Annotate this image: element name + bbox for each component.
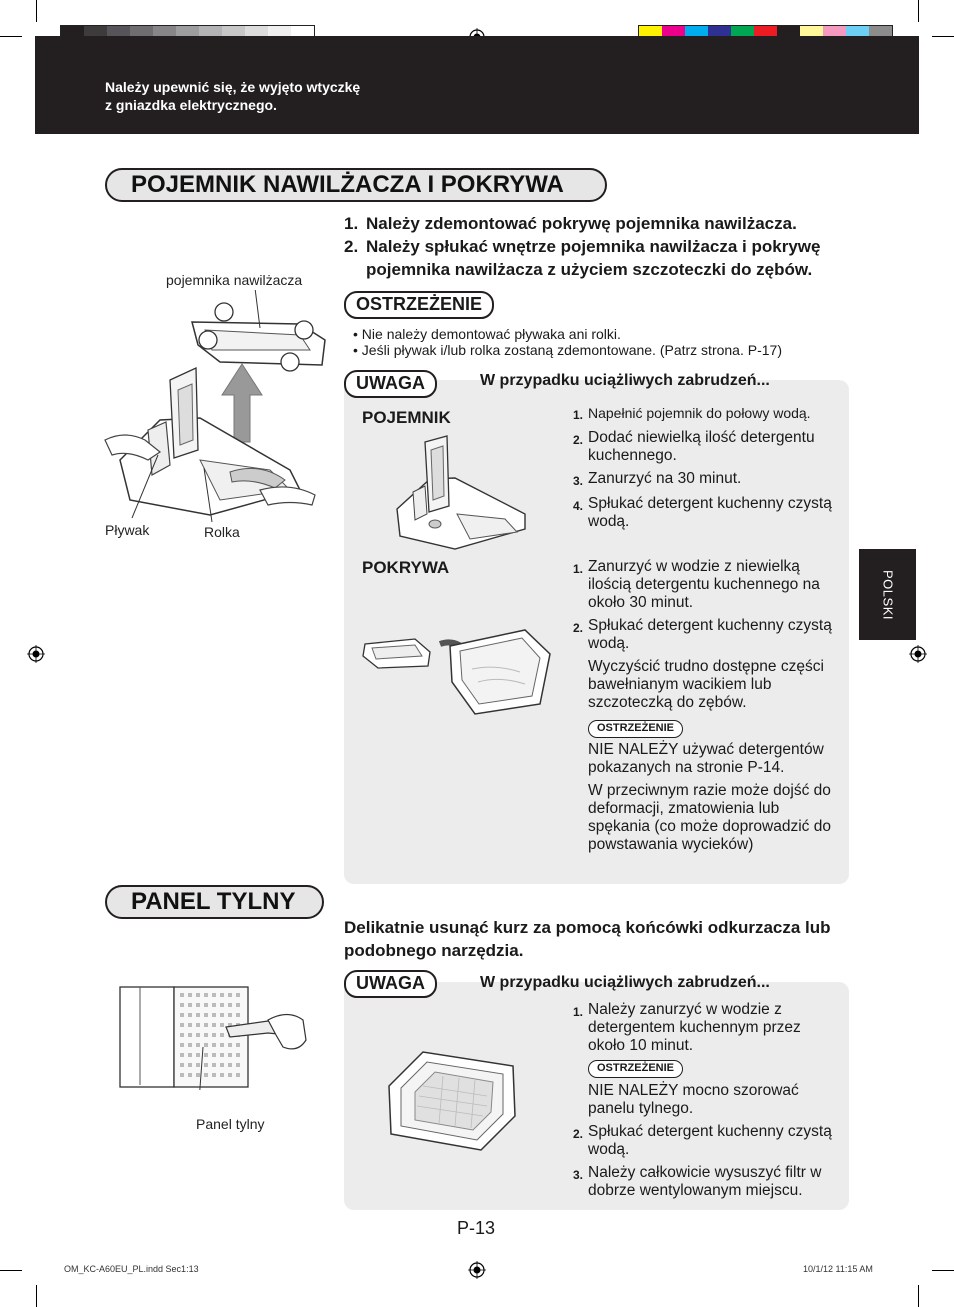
section-title-back-panel: PANEL TYLNY	[105, 885, 324, 919]
figure-label-roller: Rolka	[204, 524, 240, 540]
page-number: P-13	[457, 1218, 496, 1238]
top-warning-bar	[35, 36, 919, 134]
note-pill-back-panel: UWAGA	[344, 970, 437, 998]
cover-subheading: POKRYWA	[362, 558, 450, 577]
container-instructions: 1. Napełnić pojemnik do połowy wodą. 2. Dodać niewielką ilość detergentu kuchennego. 3. Zanurzyć na 30 minut. 4. Spłukać detergent kuchenny czystą wodą.	[573, 405, 832, 530]
container-steps: 1. Należy zdemontować pokrywę pojemnika nawilżacza. 2. Należy spłukać wnętrze pojemnika nawilżacza i pokrywę pojemnika nawilżacza z użyciem szczoteczki do zębów.	[344, 214, 821, 279]
section-title-container: POJEMNIK NAWILŻACZA I POKRYWA	[105, 168, 607, 202]
cover-warning-text: NIE NALEŻY używać detergentów pokazanych na stronie P-14. W przeciwnym razie może dojść do deformacji, zmatowienia lub spękania (co może doprowadzić do powstawania wycieków)	[588, 741, 831, 853]
crop-mark	[0, 1270, 22, 1271]
note-pill: UWAGA	[344, 370, 437, 398]
cover-instructions: 1. Zanurzyć w wodzie z niewielką ilością detergentu kuchennego na około 30 minut. 2. Spłukać detergent kuchenny czystą wodą. Wyczyścić trudno dostępne części bawełnianym wacikiem lub szczoteczką do zębów.	[573, 558, 832, 711]
figure-label-container: pojemnika nawilżacza	[166, 272, 303, 288]
crop-mark	[932, 36, 954, 37]
cover-soak-illustration	[360, 624, 555, 719]
figure-label-back-panel: Panel tylny	[196, 1116, 265, 1132]
crop-mark	[918, 0, 919, 22]
back-panel-soak-illustration	[383, 1046, 523, 1156]
footer-file-info: OM_KC-A60EU_PL.indd Sec1:13	[64, 1264, 199, 1274]
container-subheading: POJEMNIK	[362, 408, 451, 427]
back-panel-vacuum-illustration	[118, 985, 313, 1090]
humidifier-container-illustration	[100, 290, 340, 540]
crop-mark	[36, 0, 37, 22]
note-heading-back-panel: W przypadku uciążliwych zabrudzeń...	[480, 974, 770, 991]
crop-mark	[36, 1285, 37, 1307]
note-heading: W przypadku uciążliwych zabrudzeń...	[480, 372, 770, 389]
registration-mark-icon	[468, 1261, 486, 1279]
registration-mark-icon	[909, 645, 927, 663]
back-panel-instruction: Delikatnie usunąć kurz za pomocą końcówki odkurzacza lub podobnego narzędzia.	[344, 918, 831, 960]
crop-mark	[932, 1270, 954, 1271]
cover-warning-pill: OSTRZEŻENIE	[588, 720, 683, 738]
warning-bullets: • Nie należy demontować pływaka ani rolki. • Jeśli pływak i/lub rolka zostaną zdemontowane. (Patrz strona. P-17)	[353, 326, 782, 358]
unplug-note: Należy upewnić się, że wyjęto wtyczkę z gniazdka elektrycznego.	[105, 79, 361, 113]
warning-pill: OSTRZEŻENIE	[344, 291, 494, 319]
crop-mark	[0, 36, 22, 37]
back-panel-warning-pill: OSTRZEŻENIE	[588, 1060, 683, 1078]
container-small-illustration	[385, 434, 535, 554]
language-tab: POLSKI	[859, 549, 916, 640]
figure-label-float: Pływak	[105, 522, 150, 538]
registration-mark-icon	[27, 645, 45, 663]
footer-timestamp: 10/1/12 11:15 AM	[803, 1264, 873, 1274]
back-panel-instructions-2: NIE NALEŻY mocno szorować panelu tylnego. 2. Spłukać detergent kuchenny czystą wodą. 3. Należy całkowicie wysuszyć filtr w dobrze wentylowanym miejscu.	[573, 1082, 832, 1199]
crop-mark	[918, 1285, 919, 1307]
back-panel-instructions-1: 1. Należy zanurzyć w wodzie z detergentem kuchennym przez około 10 minut.	[573, 1001, 801, 1054]
